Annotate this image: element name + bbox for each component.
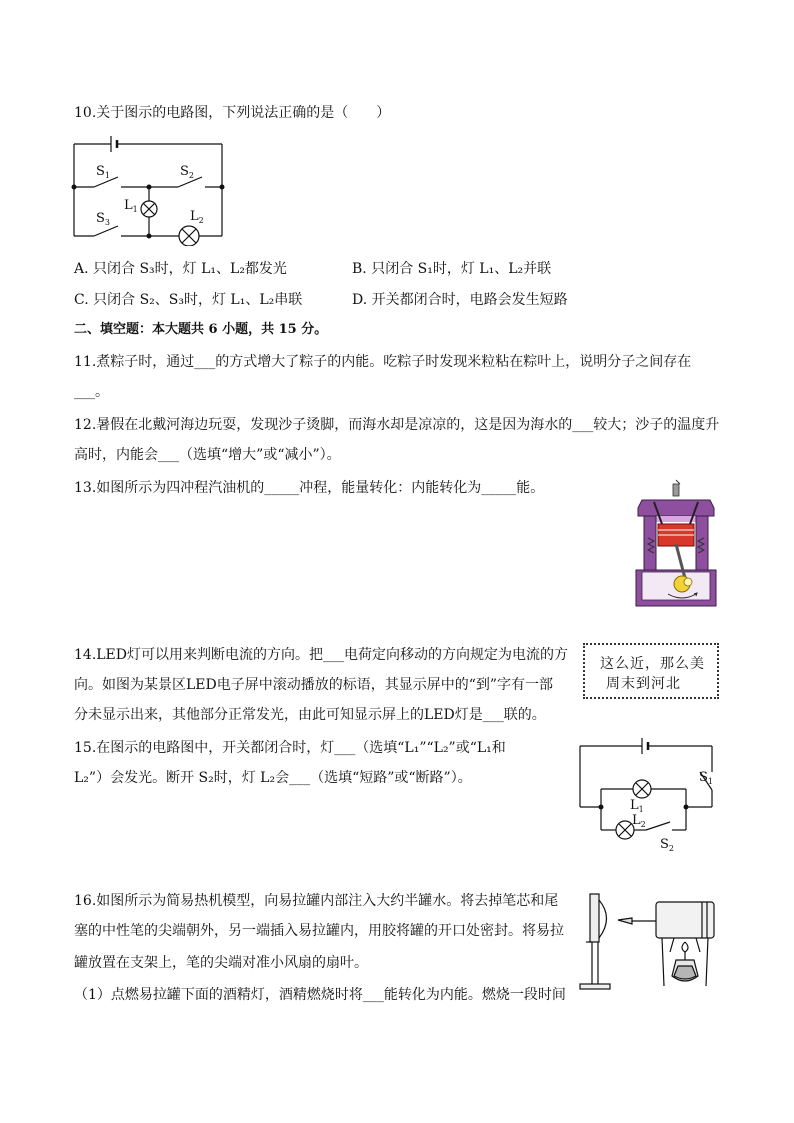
led-screen-row1: 这么近，那么美	[600, 656, 705, 672]
svg-text:S1: $S_1$	[96, 164, 110, 180]
svg-text:L2: $L_2$	[632, 813, 646, 829]
q10-option-c[interactable]: C. 只闭合 S₂、S₃时，灯 L₁、L₂串联	[74, 292, 303, 308]
q10-option-b[interactable]: B. 只闭合 S₁时，灯 L₁、L₂并联	[352, 261, 552, 277]
q15-circuit-diagram	[572, 732, 722, 854]
q16-line1: 16.如图所示为简易热机模型，向易拉罐内部注入大约半罐水。将去掉笔芯和尾	[74, 893, 559, 909]
q14-line3: 分未显示出来，其他部分正常发光，由此可知显示屏上的LED灯是___联的。	[74, 707, 546, 723]
q11-line2: ___。	[74, 384, 109, 400]
q10-option-d[interactable]: D. 开关都闭合时，电路会发生短路	[352, 292, 568, 308]
q16-line4: （1）点燃易拉罐下面的酒精灯，酒精燃烧时将___能转化为内能。燃烧一段时间	[74, 987, 566, 1003]
q10-stem: 10.关于图示的电路图，下列说法正确的是（ ）	[74, 105, 391, 121]
q14-line1: 14.LED灯可以用来判断电流的方向。把___电荷定向移动的方向规定为电流的方	[74, 647, 569, 663]
svg-text:S2: $S_2$	[660, 837, 674, 853]
q16-line2: 塞的中性笔的尖端朝外，另一端插入易拉罐内，用胶将罐的开口处密封。将易拉	[74, 923, 564, 939]
svg-text:S3: $S_3$	[96, 211, 110, 227]
fan-icon	[590, 894, 599, 942]
engine-stroke-image	[628, 478, 724, 608]
q12-line1: 12.暑假在北戴河海边玩耍，发现沙子烫脚，而海水却是凉凉的，这是因为海水的___较大；沙子的温度升	[74, 417, 720, 433]
spark-plug-icon	[673, 484, 679, 496]
section-heading: 二、填空题：本大题共 6 小题，共 15 分。	[74, 322, 328, 337]
q11-line1: 11.煮粽子时，通过___的方式增大了粽子的内能。吃粽子时发现米粒粘在粽叶上，说明分子之间存在	[74, 354, 692, 370]
switch-s2	[646, 822, 670, 830]
switch-s3	[94, 226, 118, 236]
q10-option-a[interactable]: A. 只闭合 S₃时，灯 L₁、L₂都发光	[74, 261, 287, 277]
svg-text:L2: $L_2$	[190, 209, 204, 225]
q10-circuit-diagram	[66, 130, 236, 246]
q15-line1: 15.在图示的电路图中，开关都闭合时，灯___（选填“L₁”“L₂”或“L₁和	[74, 740, 506, 756]
q16-line3: 罐放置在支架上，笔的尖端对准小风扇的扇叶。	[74, 955, 368, 971]
svg-text:S2: $S_2$	[180, 164, 194, 180]
led-screen-row2: 周末到河北	[606, 676, 681, 692]
q13-line1: 13.如图所示为四冲程汽油机的_____冲程，能量转化：内能转化为_____能。	[74, 480, 545, 496]
svg-text:S1: $S_1$	[699, 770, 713, 786]
q15-line2: L₂”）会发光。断开 S₂时，灯 L₂会___（选填“短路”或“断路”）。	[74, 770, 472, 786]
svg-text:L1: $L_1$	[124, 198, 138, 214]
q14-line2: 向。如图为某景区LED电子屏中滚动播放的标语，其显示屏中的“到”字有一部	[74, 677, 554, 693]
heat-engine-model-image	[574, 882, 726, 992]
svg-text:L1: $L_1$	[630, 798, 644, 814]
q12-line2: 高时，内能会___（选填“增大”或“减小”）。	[74, 447, 341, 463]
can-icon	[656, 902, 714, 938]
